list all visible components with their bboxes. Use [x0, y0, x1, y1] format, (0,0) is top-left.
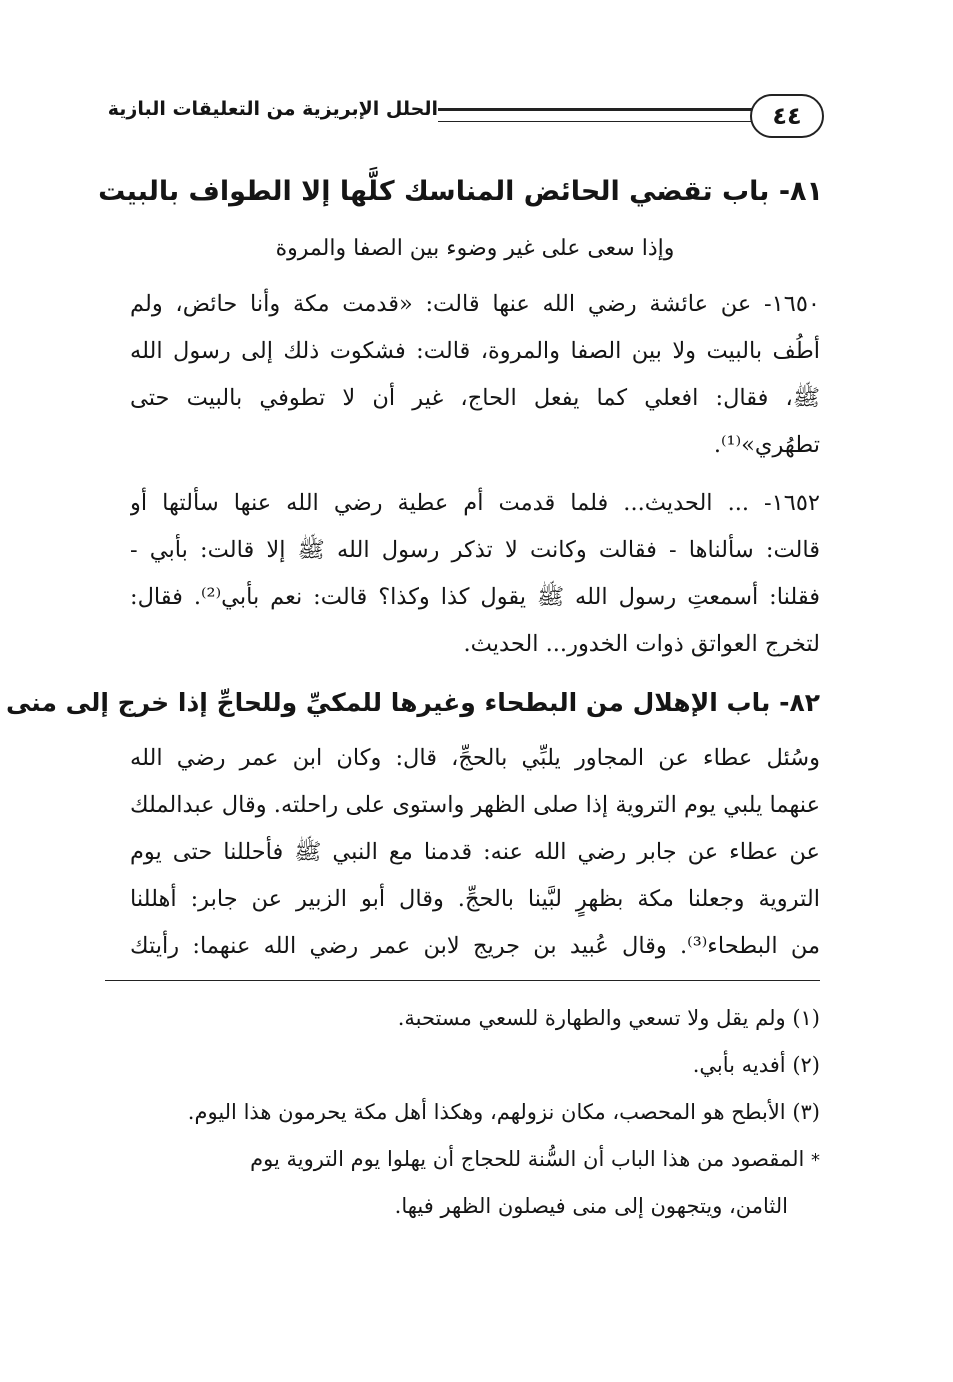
- chapter-82-text: [130, 735, 820, 970]
- page-number-badge: [750, 94, 824, 138]
- text-line: فقلنا: أسمعتِ رسول الله ﷺ يقول كذا وكذا؟ قالت: نعم بأبي⁽²⁾. فقال:: [130, 584, 820, 610]
- hadith-1650-paragraph: [130, 281, 820, 469]
- text-line: من البطحاء⁽³⁾. وقال عُبيد بن جريج لابن عمر رضي الله عنهما: رأيتك: [130, 933, 820, 959]
- chapter-81-subtitle: وإذا سعى على غير وضوء بين الصفا والمروة: [275, 236, 675, 261]
- text-line: تطهُري»⁽¹⁾.: [713, 432, 820, 458]
- text-line: وسُئل عطاء عن المجاور يلبِّي بالحجِّ، قال: وكان ابن عمر رضي الله: [130, 745, 820, 771]
- text-line: عنهما يلبي يوم التروية إذا صلى الظهر واستوى على راحلته. وقال عبدالملك: [130, 792, 820, 818]
- text-line: ١٦٥٢- ... الحديث... فلما قدمت أم عطية رضي الله عنها سألتها أو: [130, 490, 820, 516]
- page-number: ٤٤: [772, 102, 802, 130]
- note-line: [110, 1136, 820, 1183]
- header-rule: [438, 108, 752, 122]
- text-line: التروية وجعلنا مكة بظهرٍ لبَّينا بالحجِّ. وقال أبو الزبير عن جابر: أهللنا: [130, 886, 820, 912]
- asterisk-marker: *: [811, 1150, 820, 1171]
- footnote-separator: [105, 980, 820, 981]
- footnote-3: (٣) الأبطح هو المحصب، مكان نزولهم، وهكذا أهل مكة يحرمون هذا اليوم.: [187, 1100, 820, 1124]
- text-line: لتخرج العواتق ذوات الخدور... الحديث.: [463, 631, 820, 657]
- text-line: ﷺ، فقال: افعلي كما يفعل الحاج، غير أن لا تطوفي بالبيت حتى: [130, 385, 820, 411]
- chapter-81-title: ٨١- باب تقضي الحائض المناسك كلَّها إلا الطواف بالبيت: [98, 176, 823, 207]
- footnotes: [110, 995, 820, 1230]
- text-line: أطُف بالبيت ولا بين الصفا والمروة، قالت: فشكوت ذلك إلى رسول الله: [130, 338, 820, 364]
- page-header: [108, 92, 824, 140]
- note-text: المقصود من هذا الباب أن السُّنة للحجاج أن يهلوا يوم التروية يوم: [250, 1147, 805, 1171]
- text-line: ١٦٥٠- عن عائشة رضي الله عنها قالت: «قدمت مكة وأنا حائض، ولم: [130, 291, 820, 317]
- note-line-continued: الثامن، ويتجهون إلى منى فيصلون الظهر فيها.: [394, 1194, 788, 1218]
- footnote-2: (٢) أفديه بأبي.: [692, 1053, 820, 1077]
- running-book-title: الحلل الإبريزية من التعليقات البازية: [107, 98, 438, 120]
- footnote-1: (١) ولم يقل ولا تسعي والطهارة للسعي مستحبة.: [397, 1006, 820, 1030]
- hadith-1652-paragraph: [130, 480, 820, 668]
- chapter-82-title: ٨٢- باب الإهلال من البطحاء وغيرها للمكيِّ وللحاجِّ إذا خرج إلى منى: [5, 688, 820, 717]
- text-line: قالت: سألناها - فقالت وكانت لا تذكر رسول الله ﷺ إلا قالت: بأبي -: [130, 537, 820, 563]
- text-line: عن عطاء عن جابر رضي الله عنه: قدمنا مع النبي ﷺ فأحللنا حتى يوم: [130, 839, 820, 865]
